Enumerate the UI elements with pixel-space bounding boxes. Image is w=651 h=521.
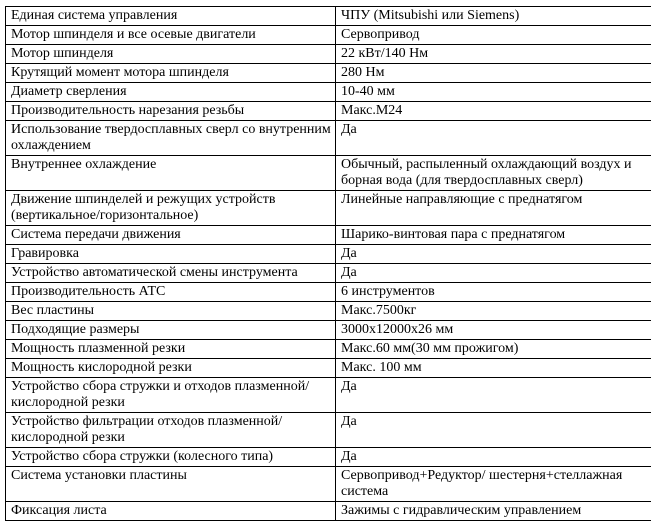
table-row bbox=[6, 264, 651, 283]
spec-value-cell: Сервопривод+Редуктор/ шестерня+стеллажная система bbox=[336, 467, 651, 502]
spec-value-cell: Да bbox=[336, 121, 651, 156]
spec-value-cell: 22 кВт/140 Нм bbox=[336, 45, 651, 64]
table-row bbox=[6, 502, 651, 521]
spec-value-cell: Макс. 100 мм bbox=[336, 359, 651, 378]
table-row bbox=[6, 413, 651, 448]
spec-value-cell: Макс.60 мм(30 мм прожигом) bbox=[336, 340, 651, 359]
table-row bbox=[6, 283, 651, 302]
table-row bbox=[6, 359, 651, 378]
spec-value-cell: 6 инструментов bbox=[336, 283, 651, 302]
spec-name-cell: Мотор шпинделя bbox=[6, 45, 336, 64]
spec-value-cell: Да bbox=[336, 245, 651, 264]
spec-value-cell: Линейные направляющие с преднатягом bbox=[336, 191, 651, 226]
spec-name-cell: Мощность плазменной резки bbox=[6, 340, 336, 359]
spec-name-cell: Система установки пластины bbox=[6, 467, 336, 502]
spec-value-cell: Макс.7500кг bbox=[336, 302, 651, 321]
table-row bbox=[6, 7, 651, 26]
spec-value-cell: Шарико-винтовая пара с преднатягом bbox=[336, 226, 651, 245]
spec-value-cell: 280 Нм bbox=[336, 64, 651, 83]
spec-value-cell: Макс.М24 bbox=[336, 102, 651, 121]
table-row bbox=[6, 102, 651, 121]
spec-name-cell: Фиксация листа bbox=[6, 502, 336, 521]
table-row bbox=[6, 302, 651, 321]
table-row bbox=[6, 245, 651, 264]
table-row bbox=[6, 26, 651, 45]
spec-name-cell: Крутящий момент мотора шпинделя bbox=[6, 64, 336, 83]
table-row bbox=[6, 45, 651, 64]
table-row bbox=[6, 448, 651, 467]
spec-name-cell: Подходящие размеры bbox=[6, 321, 336, 340]
spec-value-cell: Да bbox=[336, 378, 651, 413]
spec-name-cell: Мотор шпинделя и все осевые двигатели bbox=[6, 26, 336, 45]
spec-name-cell: Вес пластины bbox=[6, 302, 336, 321]
table-row bbox=[6, 191, 651, 226]
spec-name-cell: Производительность нарезания резьбы bbox=[6, 102, 336, 121]
spec-value-cell: 10-40 мм bbox=[336, 83, 651, 102]
spec-name-cell: Система передачи движения bbox=[6, 226, 336, 245]
table-row bbox=[6, 121, 651, 156]
spec-value-cell: Да bbox=[336, 413, 651, 448]
table-row bbox=[6, 156, 651, 191]
spec-table bbox=[5, 6, 651, 521]
spec-name-cell: Внутреннее охлаждение bbox=[6, 156, 336, 191]
spec-name-cell: Движение шпинделей и режущих устройств (вертикальное/горизонтальное) bbox=[6, 191, 336, 226]
spec-value-cell: ЧПУ (Mitsubishi или Siemens) bbox=[336, 7, 651, 26]
spec-value-cell: 3000х12000х26 мм bbox=[336, 321, 651, 340]
spec-name-cell: Мощность кислородной резки bbox=[6, 359, 336, 378]
spec-value-cell: Зажимы с гидравлическим управлением bbox=[336, 502, 651, 521]
spec-name-cell: Производительность АТС bbox=[6, 283, 336, 302]
spec-name-cell: Гравировка bbox=[6, 245, 336, 264]
table-row bbox=[6, 467, 651, 502]
spec-value-cell: Сервопривод bbox=[336, 26, 651, 45]
spec-table-body bbox=[6, 7, 651, 521]
spec-name-cell: Устройство сбора стружки и отходов плазменной/кислородной резки bbox=[6, 378, 336, 413]
spec-value-cell: Да bbox=[336, 264, 651, 283]
spec-name-cell: Устройство фильтрации отходов плазменной/кислородной резки bbox=[6, 413, 336, 448]
table-row bbox=[6, 64, 651, 83]
spec-name-cell: Устройство сбора стружки (колесного типа) bbox=[6, 448, 336, 467]
table-row bbox=[6, 83, 651, 102]
spec-name-cell: Использование твердосплавных сверл со внутренним охлаждением bbox=[6, 121, 336, 156]
spec-name-cell: Диаметр сверления bbox=[6, 83, 336, 102]
table-row bbox=[6, 321, 651, 340]
spec-value-cell: Обычный, распыленный охлаждающий воздух и борная вода (для твердосплавных сверл) bbox=[336, 156, 651, 191]
spec-value-cell: Да bbox=[336, 448, 651, 467]
table-row bbox=[6, 378, 651, 413]
table-row bbox=[6, 226, 651, 245]
spec-name-cell: Устройство автоматической смены инструмента bbox=[6, 264, 336, 283]
table-row bbox=[6, 340, 651, 359]
spec-name-cell: Единая система управления bbox=[6, 7, 336, 26]
